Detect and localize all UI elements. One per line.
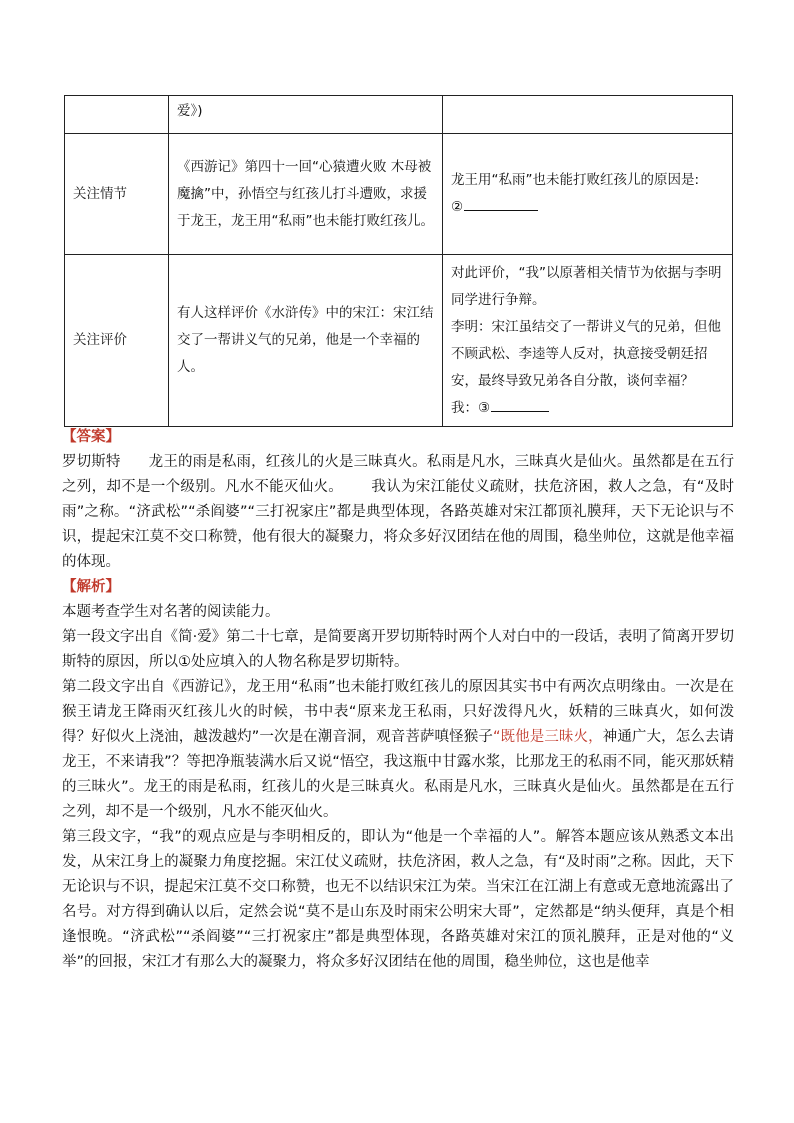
answer-blank-2[interactable] bbox=[464, 194, 538, 211]
row3-me-label: 我： bbox=[451, 399, 478, 416]
row2-task-text: 龙王用“私雨”也未能打败红孩儿的原因是: bbox=[451, 172, 700, 188]
answer-blank-3[interactable] bbox=[491, 395, 549, 412]
row3-content-cell: 有人这样评价《水浒传》中的宋江：宋江结交了一帮讲义气的兄弟，他是一个幸福的人。 bbox=[169, 255, 443, 427]
blank-number: ② bbox=[451, 199, 464, 215]
answer-part-2: 龙王的雨是私雨，红孩儿的火是三昧真火。私雨是凡水，三昧真火是仙火。虽然都是在五行之列，却不是一个级别。凡水不能灭仙火。 bbox=[62, 454, 734, 495]
analysis-p3-end: 神通广大，怎么去请龙王，不来请我”？等把净瓶装满水后又说“悟空，我这瓶中甘露水浆，比那龙王的私雨不同，能灭那妖精的三昧火”。龙王的雨是私雨，红孩儿的火是三昧真火。私雨是凡水，三昧真火是仙火。虽然都是在五行之列，却不是一个级别，凡水不能灭仙火。 bbox=[62, 729, 735, 820]
row3-answer-line bbox=[451, 395, 724, 422]
row3-task-text: 对此评价，“我”以原著相关情节为依据与李明同学进行争辩。 bbox=[451, 264, 722, 308]
answer-part-1: 罗切斯特 bbox=[62, 454, 121, 470]
answer-heading: 【答案】 bbox=[62, 429, 120, 445]
analysis-paragraph-3 bbox=[62, 675, 734, 825]
analysis-heading: 【解析】 bbox=[62, 579, 120, 595]
row2-answer-line bbox=[451, 194, 724, 221]
analysis-paragraph-2: 第一段文字出自《简·爱》第二十七章，是简要离开罗切斯特时两个人对白中的一段话，表明了简离开罗切斯特的原因，所以①处应填入的人物名称是罗切斯特。 bbox=[62, 629, 734, 670]
analysis-p3-highlight: “既他是三昧火， bbox=[492, 729, 603, 745]
table-row bbox=[65, 96, 733, 134]
row3-task-cell bbox=[443, 255, 733, 427]
row1-label-cell bbox=[65, 96, 169, 134]
analysis-paragraph-4: 第三段文字，“我”的观点应是与李明相反的，即认为“他是一个幸福的人”。解答本题应该从熟悉文本出发，从宋江身上的凝聚力角度挖掘。宋江仗义疏财，扶危济困，救人之急，有“及时雨”之称。因此，天下无论识与不识，提起宋江莫不交口称赞，也无不以结识宋江为荣。当宋江在江湖上有意或无意地流露出了名号。对方得到确认以后，定然会说“莫不是山东及时雨宋公明宋大哥”，定然都是“纳头便拜，真是个相逢恨晚。“济武松”“杀阎婆”“三打祝家庄”都是典型体现，各路英雄对宋江的顶礼膜拜，正是对他的“义举”的回报，宋江才有那么大的凝聚力，将众多好汉团结在他的周围，稳坐帅位，这也是他幸 bbox=[62, 829, 734, 970]
row2-content-cell: 《西游记》第四十一回“心猿遭火败 木母被魔擒”中，孙悟空与红孩儿打斗遭败，求援于龙王，龙王用“私雨”也未能打败红孩儿。 bbox=[169, 134, 443, 255]
answer-part-3: 我认为宋江能仗义疏财，扶危济困，救人之急，有“及时雨”之称。“济武松”“杀阎婆”“三打祝家庄”都是典型体现，各路英雄对宋江都顶礼膜拜，天下无论识与不识，提起宋江莫不交口称赞，他有很大的凝聚力，将众多好汉团结在他的周围，稳坐帅位，这就是他幸福的体现。 bbox=[62, 479, 734, 570]
row2-label-cell: 关注情节 bbox=[65, 134, 169, 255]
row3-liming-text: 李明：宋江虽结交了一帮讲义气的兄弟，但他不顾武松、李逵等人反对，执意接受朝廷招安，最终导致兄弟各自分散，谈何幸福？ bbox=[451, 318, 721, 389]
row3-label-cell: 关注评价 bbox=[65, 255, 169, 427]
row1-content-cell: 爱》) bbox=[169, 96, 443, 134]
row1-task-cell bbox=[443, 96, 733, 134]
table-row bbox=[65, 134, 733, 255]
row2-task-cell bbox=[443, 134, 733, 255]
blank-number: ③ bbox=[478, 399, 491, 416]
table-row bbox=[65, 255, 733, 427]
question-table bbox=[64, 95, 733, 427]
analysis-paragraph-1: 本题考查学生对名著的阅读能力。 bbox=[62, 604, 280, 620]
answer-analysis-section bbox=[62, 425, 734, 975]
analysis-p3-start: 第二段文字出自《西游记》，龙王用“私雨”也未能打败红孩儿的原因其实书中有两次点明缘由。一次是在猴王请龙王降雨灭红孩儿火的时候，书中表“原来龙王私雨，只好泼得凡火，妖精的三昧真火，如何泼得？好似火上浇油，越泼越灼”一次是在潮音洞，观音菩萨嗔怪猴子 bbox=[62, 679, 734, 745]
answer-paragraph bbox=[62, 450, 734, 575]
